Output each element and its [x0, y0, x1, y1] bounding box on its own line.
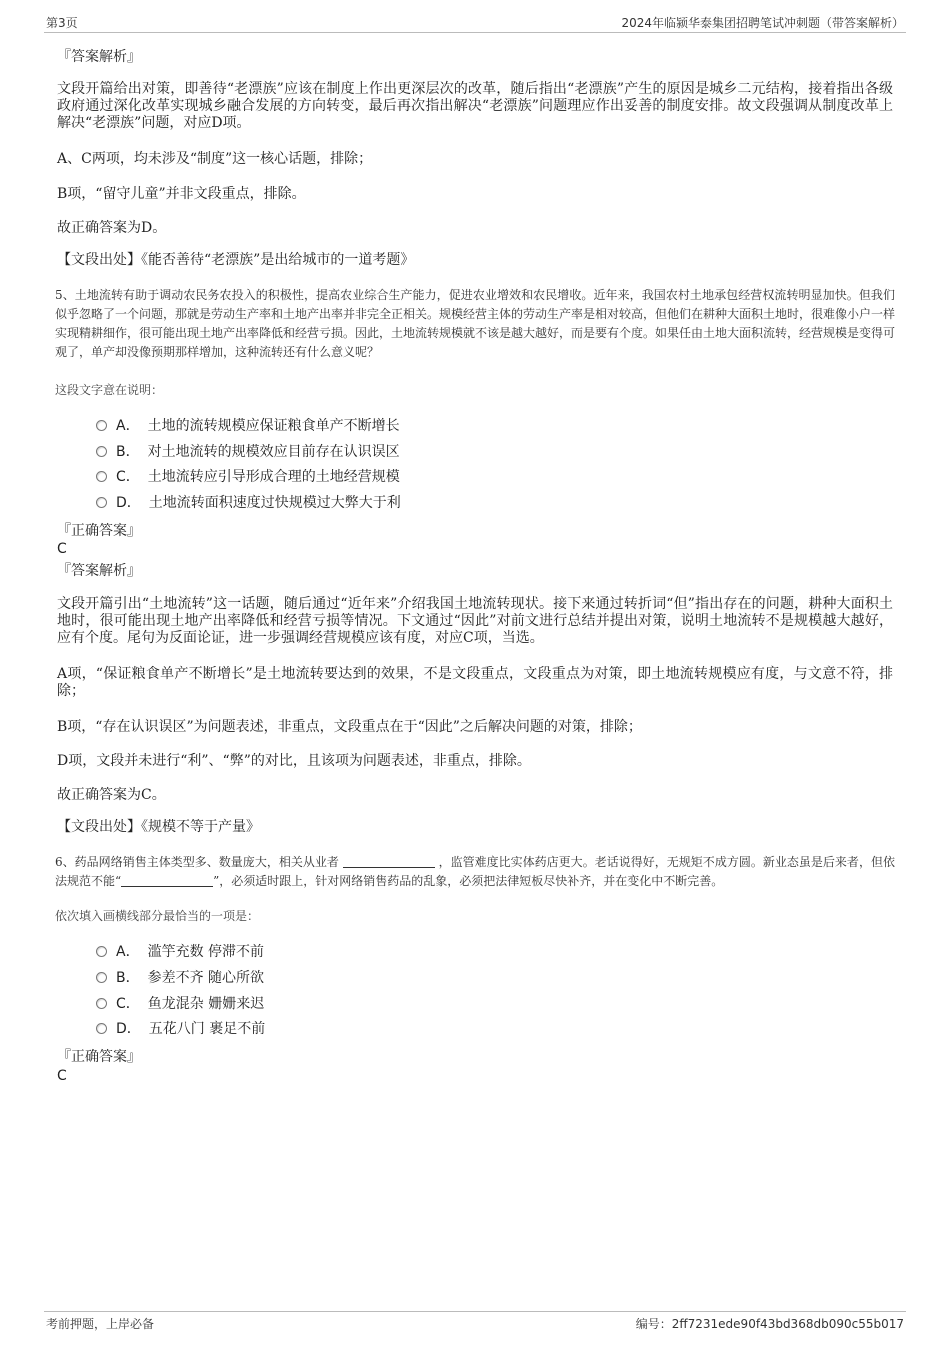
q5-source: 【文段出处】《规模不等于产量》	[57, 819, 260, 835]
fill-blank-1	[343, 855, 435, 868]
q5-exclusion-b: B项，“存在认识误区”为问题表述，非重点，文段重点在于“因此”之后解决问题的对策，排除；	[57, 719, 642, 735]
radio-button[interactable]	[96, 497, 107, 508]
q5-question-text: 5、土地流转有助于调动农民务农投入的积极性，提高农业综合生产能力，促进农业增效和农民增收。近年来，我国农村土地承包经营权流转明显加快。但我们似乎忽略了一个问题，那就是劳动生产率和土地产出率并非完全正相关。规模经营主体的劳动生产率是相对较高，但他们在耕种大面积土地时，很难像小户一样实现精耕细作，很可能出现土地产出率降低和经营亏损。因此，土地流转规模就不该是越大越好，而是要有个度。如果任由土地大面积流转，经营规模是变得可观了，单产却没像预期那样增加，这种流转还有什么意义呢？	[55, 288, 896, 359]
q5-option-c[interactable]: C． 土地流转应引导形成合理的土地经营规模	[96, 468, 400, 486]
radio-button[interactable]	[96, 972, 107, 983]
radio-button[interactable]	[96, 471, 107, 482]
q6-answer-tag: 『正确答案』	[57, 1049, 141, 1065]
q4-source: 【文段出处】《能否善待“老漂族”是出给城市的一道考题》	[57, 252, 415, 268]
q4-analysis-tag: 『答案解析』	[57, 49, 141, 65]
q5-option-b[interactable]: B． 对土地流转的规模效应目前存在认识误区	[96, 443, 400, 461]
q6-option-c[interactable]: C． 鱼龙混杂 姗姗来迟	[96, 995, 264, 1013]
q4-conclusion: 故正确答案为D。	[57, 220, 167, 236]
q4-analysis: 文段开篇给出对策，即善待“老漂族”应该在制度上作出更深层次的改革，随后指出“老漂族”产生的原因是城乡二元结构，接着指出各级政府通过深化改革实现城乡融合发展的方向转变，最后再次指出解决“老漂族”问题理应作出妥善的制度安排。故文段强调从制度改革上解决“老漂族”问题，对应D项。	[57, 81, 893, 131]
q4-exclusion-ac: A、C两项，均未涉及“制度”这一核心话题，排除；	[57, 151, 373, 167]
fill-blank-2	[121, 874, 213, 887]
radio-button[interactable]	[96, 1023, 107, 1034]
document-title: 2024年临颍华泰集团招聘笔试冲刺题（带答案解析）	[621, 16, 904, 30]
q6-question-text: 6、药品网络销售主体类型多、数量庞大，相关从业者 ，监管难度比实体药店更大。老话说得好，无规矩不成方圆。新业态虽是后来者，但依法规范不能“ ”，必须适时跟上，针对网络销售药品的乱象，必须把法律短板尽快补齐，并在变化中不断完善。	[55, 855, 895, 888]
radio-button[interactable]	[96, 446, 107, 457]
q6-prompt: 依次填入画横线部分最恰当的一项是：	[55, 909, 260, 923]
q6-answer: C	[57, 1068, 67, 1084]
q5-exclusion-a: A项，“保证粮食单产不断增长”是土地流转要达到的效果，不是文段重点，文段重点为对策，即土地流转规模应有度，与文意不符，排除；	[57, 666, 893, 699]
q5-answer: C	[57, 541, 67, 557]
radio-button[interactable]	[96, 998, 107, 1009]
q5-option-a[interactable]: A． 土地的流转规模应保证粮食单产不断增长	[96, 417, 400, 435]
q5-conclusion: 故正确答案为C。	[57, 787, 166, 803]
radio-button[interactable]	[96, 420, 107, 431]
q6-option-a[interactable]: A． 滥竽充数 停滞不前	[96, 943, 264, 961]
page-header	[44, 14, 906, 33]
page-number: 第3页	[46, 16, 78, 30]
page-footer	[44, 1311, 906, 1332]
q4-exclusion-b: B项，“留守儿童”并非文段重点，排除。	[57, 186, 306, 202]
q5-prompt: 这段文字意在说明：	[55, 383, 164, 397]
footer-slogan: 考前押题，上岸必备	[46, 1317, 155, 1331]
q5-analysis-tag: 『答案解析』	[57, 563, 141, 579]
document-code: 编号：2ff7231ede90f43bd368db090c55b017	[635, 1317, 904, 1331]
radio-button[interactable]	[96, 946, 107, 957]
q5-exclusion-d: D项，文段并未进行“利”、“弊”的对比，且该项为问题表述，非重点，排除。	[57, 753, 531, 769]
q6-option-b[interactable]: B． 参差不齐 随心所欲	[96, 969, 264, 987]
q5-option-d[interactable]: D． 土地流转面积速度过快规模过大弊大于利	[96, 494, 401, 512]
q5-analysis: 文段开篇引出“土地流转”这一话题，随后通过“近年来”介绍我国土地流转现状。接下来通过转折词“但”指出存在的问题，耕种大面积土地时，很可能出现土地产出率降低和经营亏损等情况。下文通过“因此”对前文进行总结并提出对策，说明土地流转不是规模越大越好，应有个度。尾句为反面论证，进一步强调经营规模应该有度，对应C项，当选。	[57, 596, 893, 646]
q6-option-d[interactable]: D． 五花八门 裹足不前	[96, 1020, 265, 1038]
q5-answer-tag: 『正确答案』	[57, 523, 141, 539]
